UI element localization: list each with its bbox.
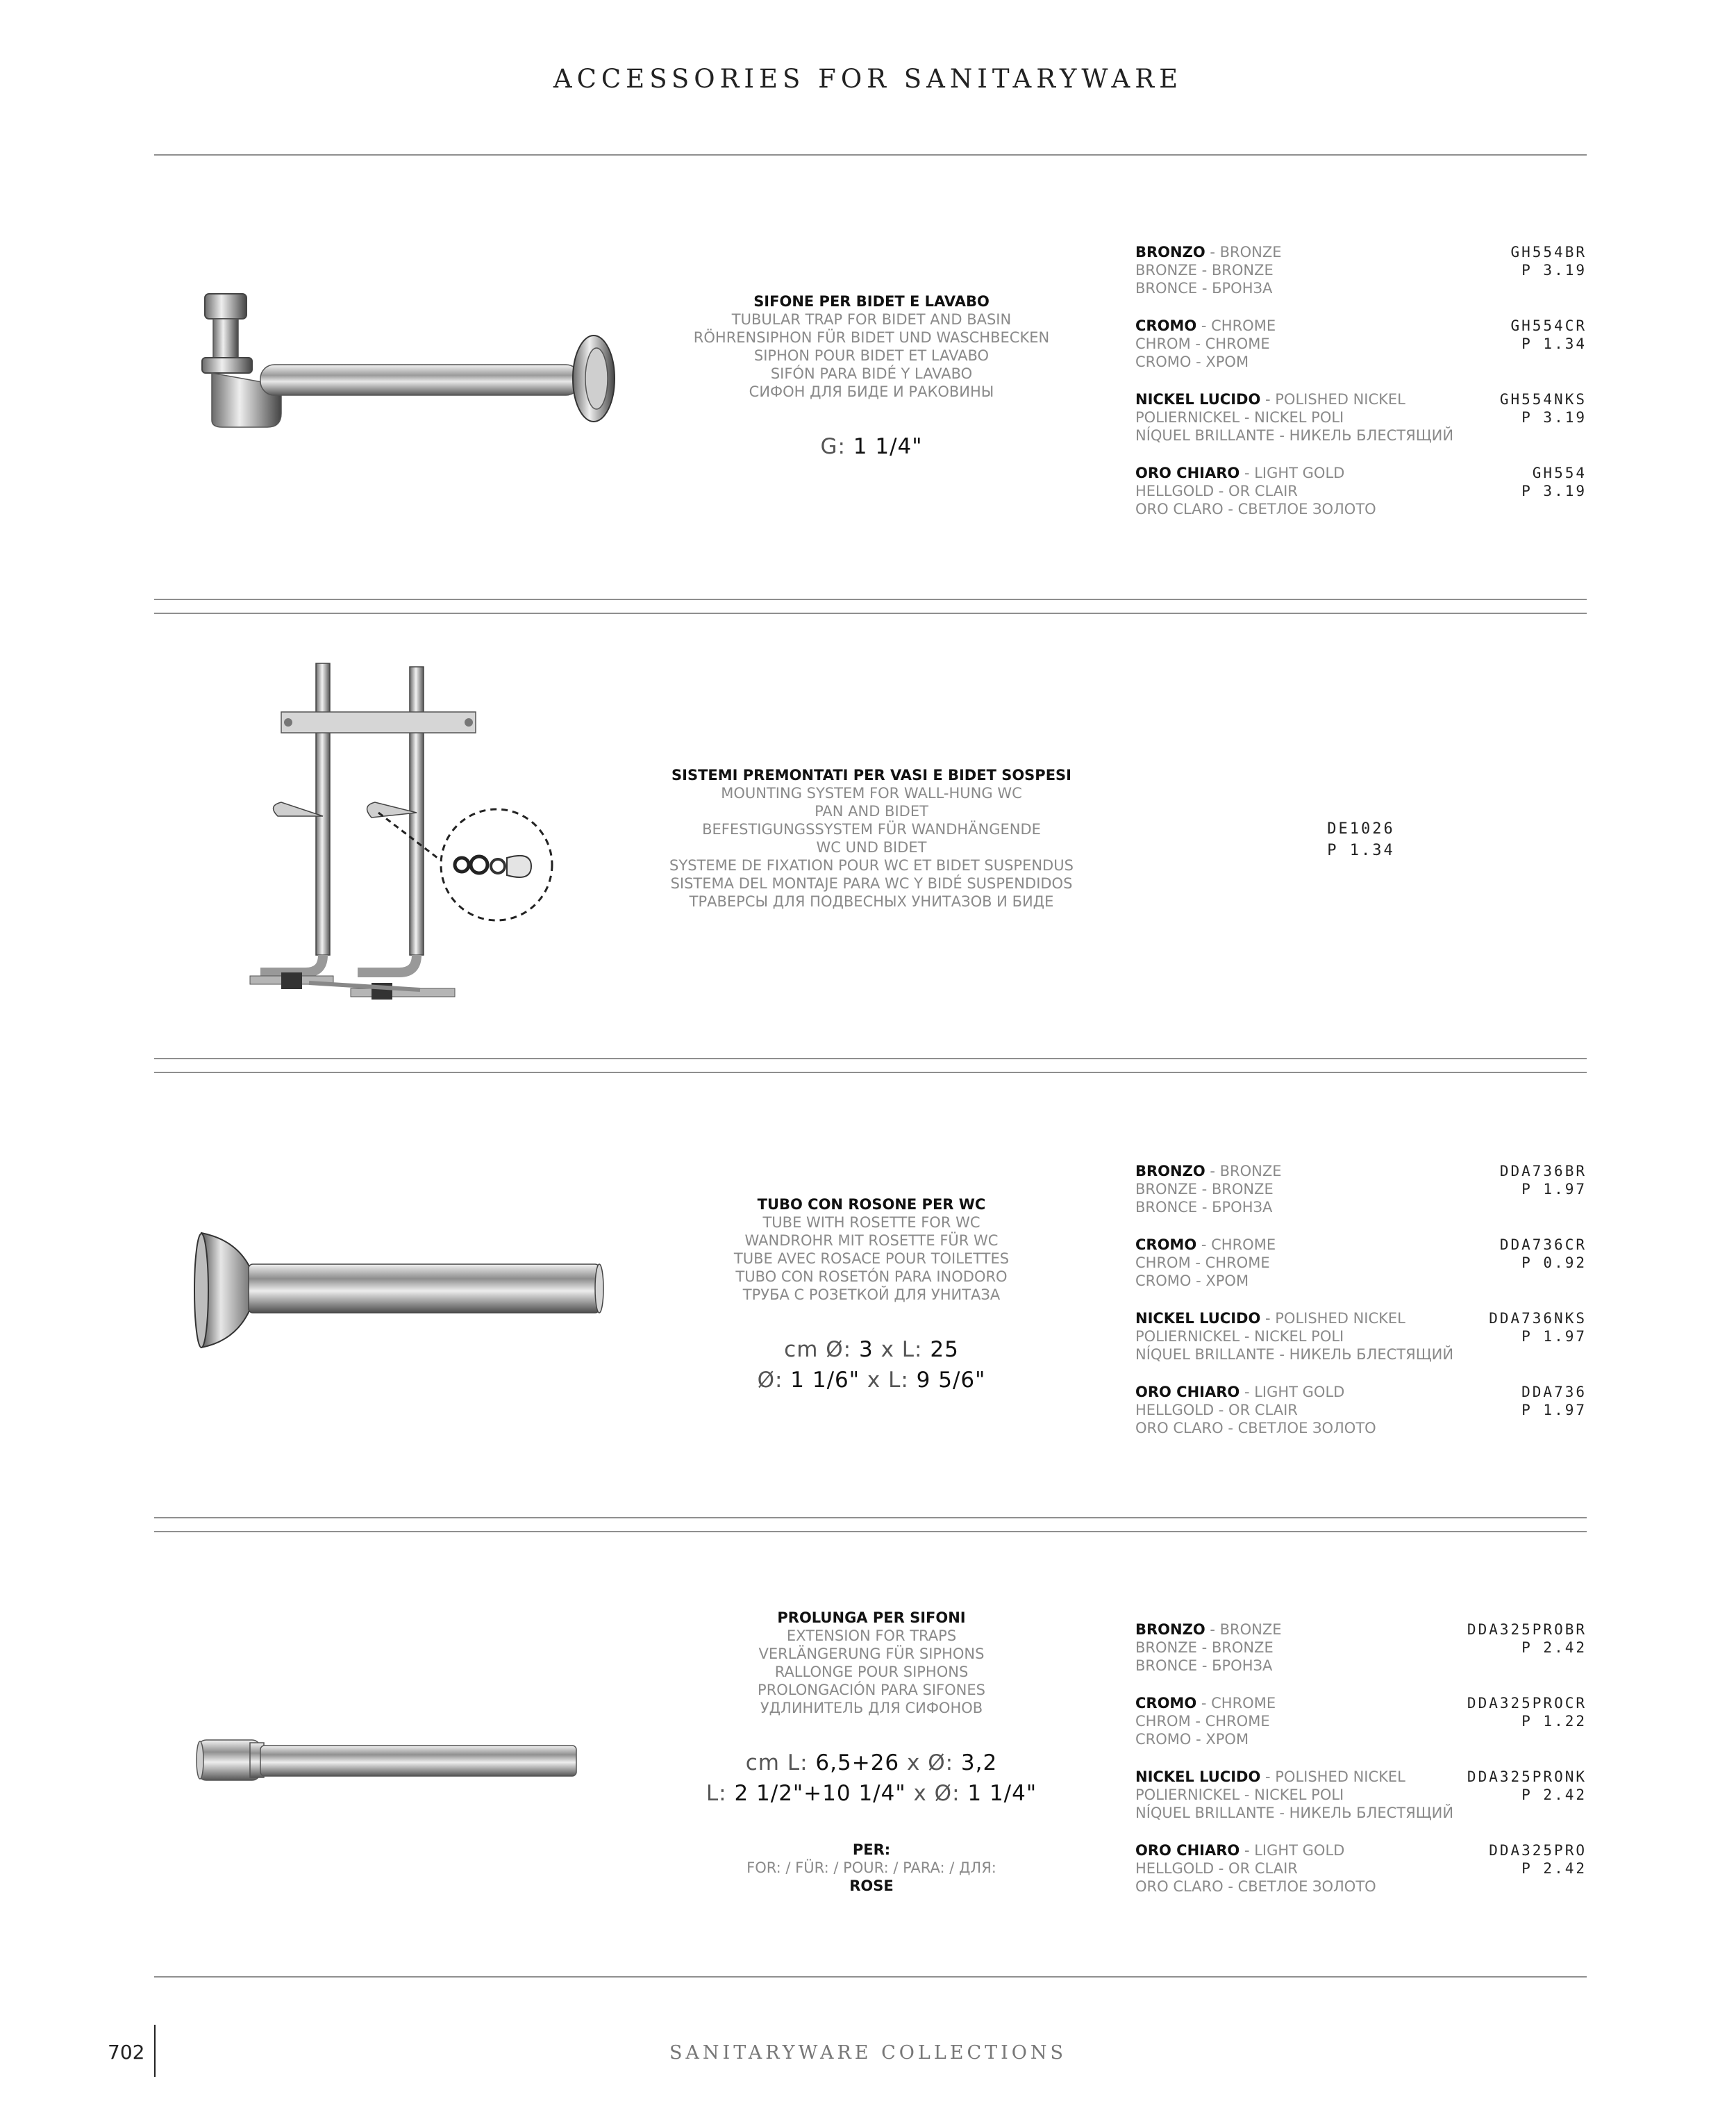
description-line: ТРУБА С РОЗЕТКОЙ ДЛЯ УНИТАЗА <box>742 1286 1001 1303</box>
finish-it: ORO CHIARO <box>1135 465 1240 481</box>
extension-image <box>194 1733 583 1789</box>
dim-label: x L: <box>867 1368 909 1393</box>
description-line: SIPHON POUR BIDET ET LAVABO <box>753 347 990 364</box>
variant-chrome: CROMO - CHROME CHROM - CHROME CROMO - ХРОМ GH554CR P 1.34 <box>1135 317 1587 370</box>
dimensions <box>628 1748 1115 1809</box>
variant-light-gold: ORO CHIARO - LIGHT GOLD HELLGOLD - OR CLAIR ORO CLARO - СВЕТЛОЕ ЗОЛОТО DDA736 P 1.97 <box>1135 1384 1587 1436</box>
finish-it: ORO CHIARO <box>1135 1842 1240 1859</box>
finish-it: NICKEL LUCIDO <box>1135 391 1261 408</box>
description-line: УДЛИНИТЕЛЬ ДЛЯ СИФОНОВ <box>760 1700 983 1716</box>
dim-label: x L: <box>880 1337 923 1362</box>
product-name: TUBO CON ROSONE PER WC <box>757 1196 986 1213</box>
finish-es-ru: BRONCE - БРОНЗА <box>1135 1199 1273 1216</box>
description-line: ТРАВЕРСЫ ДЛЯ ПОДВЕСНЫХ УНИТАЗОВ И БИДЕ <box>689 893 1054 910</box>
description-line: TUBE WITH ROSETTE FOR WC <box>762 1214 980 1231</box>
finish-en: BRONZE <box>1219 1621 1282 1638</box>
variant-bronze: BRONZO - BRONZE BRONZE - BRONZE BRONCE - БРОНЗА DDA325PROBR P 2.42 <box>1135 1621 1587 1674</box>
dim-label: L: <box>706 1781 727 1806</box>
finish-es-ru: NÍQUEL BRILLANTE - НИКЕЛЬ БЛЕСТЯЩИЙ <box>1135 1805 1454 1821</box>
dimensions <box>628 1334 1115 1395</box>
product-name: SISTEMI PREMONTATI PER VASI E BIDET SOSPESI <box>671 767 1071 784</box>
finish-it: ORO CHIARO <box>1135 1384 1240 1400</box>
finish-it: NICKEL LUCIDO <box>1135 1768 1261 1785</box>
finish-it: BRONZO <box>1135 244 1205 260</box>
finish-de-fr: HELLGOLD - OR CLAIR <box>1135 1860 1298 1877</box>
per-langs: FOR: / FÜR: / POUR: / PARA: / ДЛЯ: <box>746 1859 996 1876</box>
dim-value: 1 1/4" <box>853 434 923 459</box>
finish-es-ru: ORO CLARO - СВЕТЛОЕ ЗОЛОТО <box>1135 501 1376 517</box>
finish-es-ru: NÍQUEL BRILLANTE - НИКЕЛЬ БЛЕСТЯЩИЙ <box>1135 427 1454 444</box>
variant-light-gold: ORO CHIARO - LIGHT GOLD HELLGOLD - OR CLAIR ORO CLARO - СВЕТЛОЕ ЗОЛОТО GH554 P 3.19 <box>1135 465 1587 517</box>
finish-de-fr: BRONZE - BRONZE <box>1135 262 1274 279</box>
finish-en: CHROME <box>1211 1695 1276 1711</box>
product-code: DDA736 <box>1521 1384 1587 1400</box>
finish-de-fr: CHROM - CHROME <box>1135 335 1270 352</box>
product-code: DDA325PROCR <box>1467 1695 1587 1711</box>
description-line: СИФОН ДЛЯ БИДЕ И РАКОВИНЫ <box>749 383 994 400</box>
finish-es-ru: ORO CLARO - СВЕТЛОЕ ЗОЛОТО <box>1135 1420 1376 1436</box>
description-line: SISTEMA DEL MONTAJE PARA WC Y BIDÉ SUSPENDIDOS <box>670 875 1073 892</box>
divider <box>154 1072 1587 1073</box>
finish-es-ru: BRONCE - БРОНЗА <box>1135 1657 1273 1674</box>
dim-label: G: <box>820 434 846 459</box>
dim-value: 6,5+26 <box>815 1750 900 1775</box>
finish-en: POLISHED NICKEL <box>1275 1768 1405 1785</box>
variant-list <box>1135 243 1587 538</box>
page-title: ACCESSORIES FOR SANITARYWARE <box>553 64 1183 94</box>
price: P 2.42 <box>1521 1639 1587 1656</box>
product-code: DDA325PRONK <box>1467 1768 1587 1785</box>
finish-de-fr: HELLGOLD - OR CLAIR <box>1135 1402 1298 1418</box>
compatibility <box>628 1841 1115 1895</box>
price: P 2.42 <box>1521 1787 1587 1803</box>
footer-collection: SANITARYWARE COLLECTIONS <box>669 2042 1067 2064</box>
description-line: WANDROHR MIT ROSETTE FÜR WC <box>744 1232 999 1249</box>
finish-de-fr: BRONZE - BRONZE <box>1135 1181 1274 1197</box>
finish-en: BRONZE <box>1219 1163 1282 1179</box>
description-line: TUBE AVEC ROSACE POUR TOILETTES <box>733 1250 1010 1267</box>
variant-polished-nickel: NICKEL LUCIDO - POLISHED NICKEL POLIERNICKEL - NICKEL POLI NÍQUEL BRILLANTE - НИКЕЛЬ БЛЕСТЯЩИЙ DDA325PRONK P 2.42 <box>1135 1768 1587 1821</box>
divider <box>154 613 1587 614</box>
finish-it: BRONZO <box>1135 1163 1205 1179</box>
product-name: PROLUNGA PER SIFONI <box>777 1609 966 1626</box>
description-line: BEFESTIGUNGSSYSTEM FÜR WANDHÄNGENDE <box>702 821 1041 838</box>
divider <box>154 1531 1587 1532</box>
finish-it: CROMO <box>1135 1236 1197 1253</box>
dim-value: 3 <box>858 1337 874 1362</box>
product-code: DDA325PROBR <box>1467 1621 1587 1638</box>
description-line: PAN AND BIDET <box>815 803 928 820</box>
description-line: WC UND BIDET <box>816 839 927 856</box>
variant-chrome: CROMO - CHROME CHROM - CHROME CROMO - ХРОМ DDA736CR P 0.92 <box>1135 1236 1587 1289</box>
price: P 3.19 <box>1521 409 1587 426</box>
product-code: GH554 <box>1532 465 1587 481</box>
dim-label: cm L: <box>745 1750 808 1775</box>
price: P 1.97 <box>1521 1181 1587 1197</box>
finish-es-ru: CROMO - ХРОМ <box>1135 354 1249 370</box>
divider <box>154 154 1587 156</box>
finish-de-fr: BRONZE - BRONZE <box>1135 1639 1274 1656</box>
finish-de-fr: POLIERNICKEL - NICKEL POLI <box>1135 409 1344 426</box>
finish-de-fr: HELLGOLD - OR CLAIR <box>1135 483 1298 499</box>
variant-polished-nickel: NICKEL LUCIDO - POLISHED NICKEL POLIERNICKEL - NICKEL POLI NÍQUEL BRILLANTE - НИКЕЛЬ БЛЕСТЯЩИЙ GH554NKS P 3.19 <box>1135 391 1587 444</box>
divider <box>154 1517 1587 1518</box>
product-code: DDA736CR <box>1499 1236 1587 1253</box>
description-line: PROLONGACIÓN PARA SIFONES <box>758 1682 985 1698</box>
price: P 0.92 <box>1521 1254 1587 1271</box>
price: P 1.22 <box>1521 1713 1587 1730</box>
product-description <box>628 1609 1115 1895</box>
finish-en: CHROME <box>1211 1236 1276 1253</box>
finish-it: CROMO <box>1135 1695 1197 1711</box>
dim-label: x Ø: <box>913 1781 960 1806</box>
product-description <box>628 292 1115 462</box>
dim-value: 1 1/4" <box>967 1781 1037 1806</box>
description-line: VERLÄNGERUNG FÜR SIPHONS <box>758 1646 985 1662</box>
dim-value: 3,2 <box>960 1750 998 1775</box>
dim-value: 25 <box>930 1337 959 1362</box>
finish-es-ru: CROMO - ХРОМ <box>1135 1273 1249 1289</box>
finish-es-ru: CROMO - ХРОМ <box>1135 1731 1249 1748</box>
variant-bronze: BRONZO - BRONZE BRONZE - BRONZE BRONCE - БРОНЗА GH554BR P 3.19 <box>1135 244 1587 297</box>
finish-es-ru: ORO CLARO - СВЕТЛОЕ ЗОЛОТО <box>1135 1878 1376 1895</box>
price: P 1.34 <box>1521 335 1587 352</box>
product-code: DDA736NKS <box>1489 1310 1587 1327</box>
dim-value: 9 5/6" <box>916 1368 986 1393</box>
price: P 1.97 <box>1521 1328 1587 1345</box>
variant-list <box>1135 1620 1587 1915</box>
finish-de-fr: CHROM - CHROME <box>1135 1713 1270 1730</box>
finish-es-ru: NÍQUEL BRILLANTE - НИКЕЛЬ БЛЕСТЯЩИЙ <box>1135 1346 1454 1363</box>
finish-en: POLISHED NICKEL <box>1275 391 1405 408</box>
product-description <box>628 1195 1115 1395</box>
code-block <box>1292 818 1430 861</box>
finish-it: NICKEL LUCIDO <box>1135 1310 1261 1327</box>
divider <box>154 599 1587 600</box>
finish-en: LIGHT GOLD <box>1254 1384 1345 1400</box>
description-line: SYSTEME DE FIXATION POUR WC ET BIDET SUSPENDUS <box>669 857 1074 874</box>
finish-en: BRONZE <box>1219 244 1282 260</box>
divider <box>154 1058 1587 1059</box>
variant-polished-nickel: NICKEL LUCIDO - POLISHED NICKEL POLIERNICKEL - NICKEL POLI NÍQUEL BRILLANTE - НИКЕЛЬ БЛЕСТЯЩИЙ DDA736NKS P 1.97 <box>1135 1310 1587 1363</box>
price: P 3.19 <box>1521 262 1587 279</box>
dim-value: 2 1/2"+10 1/4" <box>734 1781 906 1806</box>
price: P 2.42 <box>1521 1860 1587 1877</box>
product-description <box>628 766 1115 911</box>
dim-label: x Ø: <box>907 1750 954 1775</box>
variant-chrome: CROMO - CHROME CHROM - CHROME CROMO - ХРОМ DDA325PROCR P 1.22 <box>1135 1695 1587 1748</box>
product-name: SIFONE PER BIDET E LAVABO <box>753 293 990 310</box>
dim-label: cm Ø: <box>784 1337 852 1362</box>
finish-en: LIGHT GOLD <box>1254 465 1345 481</box>
page-number: 702 <box>108 2041 145 2064</box>
finish-es-ru: BRONCE - БРОНЗА <box>1135 280 1273 297</box>
finish-it: CROMO <box>1135 317 1197 334</box>
finish-de-fr: CHROM - CHROME <box>1135 1254 1270 1271</box>
variant-light-gold: ORO CHIARO - LIGHT GOLD HELLGOLD - OR CLAIR ORO CLARO - СВЕТЛОЕ ЗОЛОТО DDA325PRO P 2.42 <box>1135 1842 1587 1895</box>
finish-en: POLISHED NICKEL <box>1275 1310 1405 1327</box>
description-line: TUBULAR TRAP FOR BIDET AND BASIN <box>731 311 1012 328</box>
dim-label: Ø: <box>757 1368 783 1393</box>
dimensions <box>628 431 1115 462</box>
price: P 1.34 <box>1327 842 1395 859</box>
description-line: RÖHRENSIPHON FÜR BIDET UND WASCHBECKEN <box>693 329 1050 346</box>
description-line: EXTENSION FOR TRAPS <box>786 1627 957 1644</box>
variant-list <box>1135 1162 1587 1457</box>
price: P 3.19 <box>1521 483 1587 499</box>
siphon-image <box>184 288 621 438</box>
product-code: GH554CR <box>1510 317 1587 334</box>
product-code: DDA325PRO <box>1489 1842 1587 1859</box>
finish-de-fr: POLIERNICKEL - NICKEL POLI <box>1135 1787 1344 1803</box>
description-line: SIFÓN PARA BIDÉ Y LAVABO <box>770 365 973 382</box>
description-line: TUBO CON ROSETÓN PARA INODORO <box>735 1268 1008 1285</box>
tube-rosette-image <box>187 1229 604 1351</box>
finish-it: BRONZO <box>1135 1621 1205 1638</box>
product-code: GH554NKS <box>1499 391 1587 408</box>
product-code: GH554BR <box>1510 244 1587 260</box>
product-code: DE1026 <box>1327 820 1395 838</box>
price: P 1.97 <box>1521 1402 1587 1418</box>
variant-bronze: BRONZO - BRONZE BRONZE - BRONZE BRONCE - БРОНЗА DDA736BR P 1.97 <box>1135 1163 1587 1216</box>
description-line: RALLONGE POUR SIPHONS <box>774 1664 969 1680</box>
description-line: MOUNTING SYSTEM FOR WALL-HUNG WC <box>721 785 1022 802</box>
per-value: ROSE <box>849 1878 894 1894</box>
dim-value: 1 1/6" <box>790 1368 860 1393</box>
per-label: PER: <box>852 1841 891 1858</box>
divider <box>154 1976 1587 1978</box>
finish-en: LIGHT GOLD <box>1254 1842 1345 1859</box>
finish-en: CHROME <box>1211 317 1276 334</box>
product-code: DDA736BR <box>1499 1163 1587 1179</box>
mounting-system-image <box>240 656 566 1018</box>
finish-de-fr: POLIERNICKEL - NICKEL POLI <box>1135 1328 1344 1345</box>
